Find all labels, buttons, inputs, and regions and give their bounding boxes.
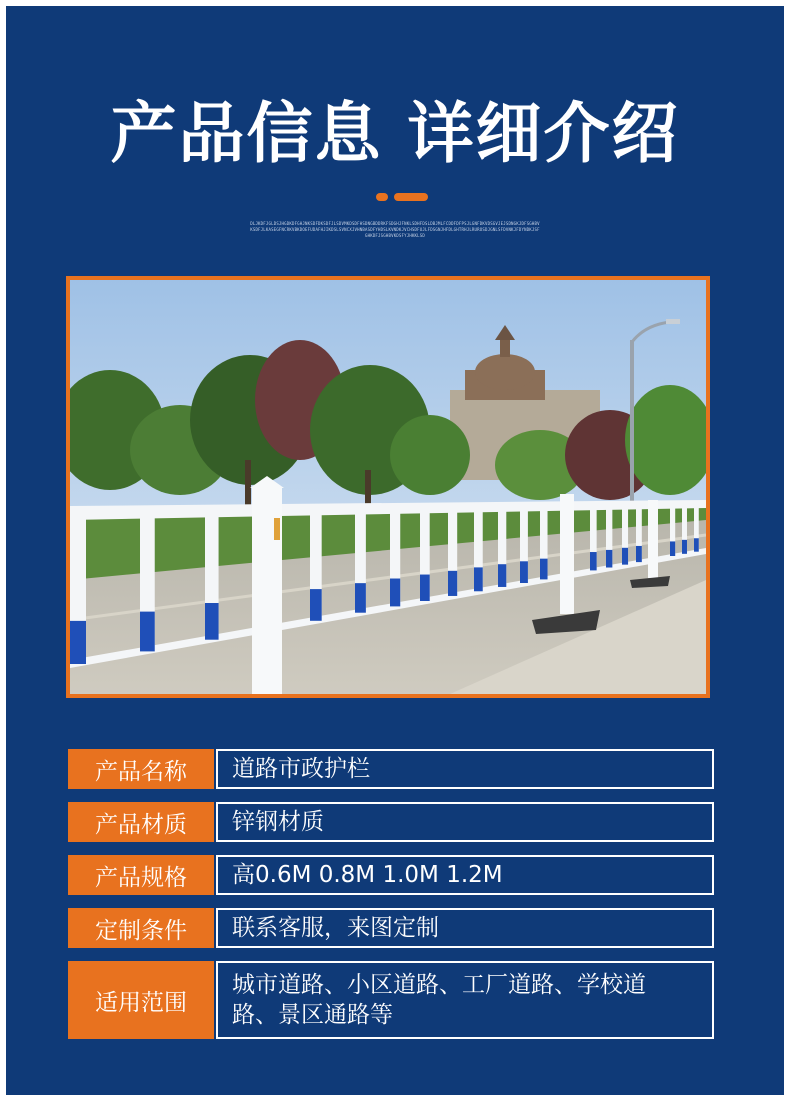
spec-row-product-name — [68, 749, 714, 789]
spec-row-product-spec — [68, 855, 714, 895]
spec-row-custom-terms — [68, 908, 714, 948]
guardrail-picket-blue-band — [590, 552, 597, 570]
guardrail-picket-blue-band — [448, 571, 457, 596]
guardrail-picket-blue-band — [70, 621, 86, 664]
guardrail-picket-blue-band — [310, 589, 322, 621]
guardrail-picket-blue-band — [622, 548, 628, 565]
road-guardrail-photo — [70, 280, 706, 694]
guardrail-picket-blue-band — [682, 540, 687, 554]
spec-label-application-scope: 适用范围 — [68, 961, 214, 1039]
spec-value-product-name: 道路市政护栏 — [216, 749, 714, 789]
decorative-subtext: DLJKDFJGLDSJHGDKDFGHJNKSDFDKSDFJLSDVMKDSDFHSDNGBDDRKFSDGHJFNKLSDHFDSLDBJMLFCDDFDFPSJLGNFDKVDSGVJEJSDNGKJDFSGHBVKSDFJLKASEGFNCRKVBKDOEFUDAFHJIKDSLSVNCXJVHNBASDFYHDSLKVNDKJVCHSDFUJLFDSGNJHFDLGHTRHJLRUROSDJGNLSFDVNKJFDYNDKJSFGHKDFJSGHBVKDSFYJHKKLSD — [250, 221, 540, 238]
page-title: 产品信息 详细介绍 — [110, 95, 680, 172]
spec-label-product-material: 产品材质 — [68, 802, 214, 842]
spec-label-product-name: 产品名称 — [68, 749, 214, 789]
guardrail-picket-blue-band — [355, 583, 366, 613]
spec-value-custom-terms: 联系客服，来图定制 — [216, 908, 714, 948]
spec-label-custom-terms: 定制条件 — [68, 908, 214, 948]
guardrail-picket-blue-band — [420, 575, 430, 601]
guardrail-picket-blue-band — [474, 567, 483, 591]
spec-value-product-material: 锌钢材质 — [216, 802, 714, 842]
divider-bar — [394, 193, 428, 201]
guardrail-picket-blue-band — [205, 603, 219, 640]
guardrail-picket-blue-band — [140, 612, 155, 652]
spec-value-application-scope: 城市道路、小区道路、工厂道路、学校道路、景区通路等 — [216, 961, 714, 1039]
guardrail-picket-blue-band — [520, 561, 528, 583]
product-photo-frame — [66, 276, 710, 698]
spec-row-application-scope — [68, 961, 714, 1039]
guardrail-picket-blue-band — [390, 579, 400, 607]
spec-row-product-material — [68, 802, 714, 842]
guardrail-picket-blue-band — [606, 550, 612, 568]
guardrail-picket-blue-band — [498, 564, 506, 587]
guardrail-picket-blue-band — [694, 538, 699, 551]
guardrail-picket-blue-band — [540, 559, 548, 580]
guardrail-picket-blue-band — [636, 546, 642, 562]
spec-label-product-spec: 产品规格 — [68, 855, 214, 895]
guardrail-picket-blue-band — [670, 541, 675, 556]
divider-dot — [376, 193, 388, 201]
spec-value-product-spec: 高0.6M 0.8M 1.0M 1.2M — [216, 855, 714, 895]
